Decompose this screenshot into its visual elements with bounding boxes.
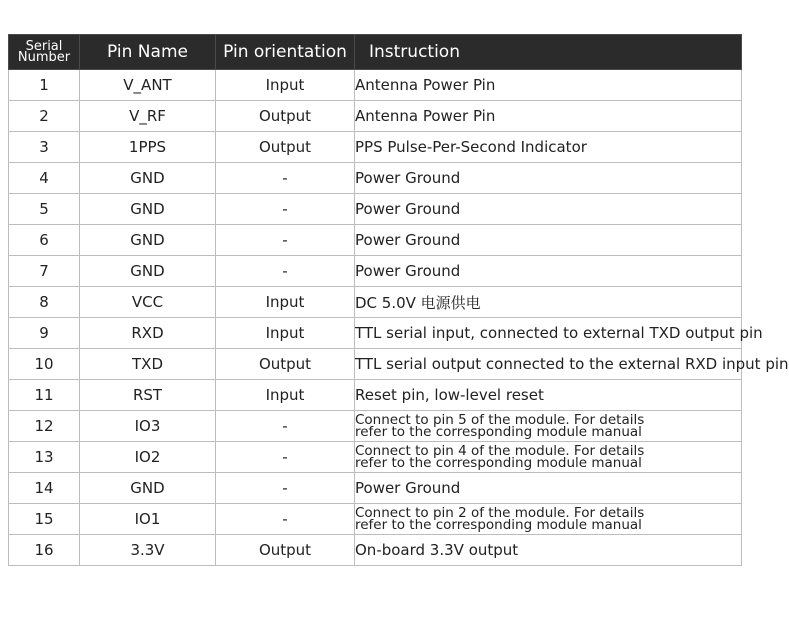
pin-name-cell: RST — [80, 380, 216, 411]
table-row — [9, 318, 742, 349]
serial-number-cell: 6 — [9, 225, 80, 256]
pin-orientation-cell: - — [216, 163, 355, 194]
instruction-cell — [355, 442, 742, 473]
pin-orientation-cell: - — [216, 504, 355, 535]
pin-orientation-cell: Output — [216, 132, 355, 163]
serial-number-cell: 12 — [9, 411, 80, 442]
serial-number-cell: 15 — [9, 504, 80, 535]
table-row — [9, 256, 742, 287]
serial-number-cell: 4 — [9, 163, 80, 194]
instruction-cell — [355, 504, 742, 535]
table-row — [9, 132, 742, 163]
serial-number-cell: 2 — [9, 101, 80, 132]
table-row — [9, 225, 742, 256]
pin-orientation-cell: - — [216, 442, 355, 473]
instruction-line: refer to the corresponding module manual — [355, 455, 642, 471]
pin-name-cell: GND — [80, 194, 216, 225]
instruction-line: refer to the corresponding module manual — [355, 424, 642, 440]
instruction-cell: TTL serial input, connected to external TXD output pin — [355, 318, 742, 349]
header-row — [9, 35, 742, 70]
table-row — [9, 287, 742, 318]
header-pin-name: Pin Name — [80, 35, 216, 70]
pin-table-body — [9, 70, 789, 566]
pin-table-header — [9, 35, 742, 70]
header-serial-line1: Serial — [25, 39, 63, 54]
pin-orientation-cell: Output — [216, 349, 355, 380]
pin-table — [8, 34, 789, 566]
instruction-line: refer to the corresponding module manual — [355, 517, 642, 533]
serial-number-cell: 14 — [9, 473, 80, 504]
instruction-line: Connect to pin 5 of the module. For details — [355, 412, 645, 428]
instruction-cell: Antenna Power Pin — [355, 101, 742, 132]
pin-name-cell: GND — [80, 473, 216, 504]
instruction-line: Connect to pin 4 of the module. For details — [355, 443, 645, 459]
table-row — [9, 70, 742, 101]
pin-name-cell: V_RF — [80, 101, 216, 132]
pin-orientation-cell: - — [216, 411, 355, 442]
pin-orientation-cell: Input — [216, 70, 355, 101]
instruction-cell: Reset pin, low-level reset — [355, 380, 742, 411]
pin-name-cell: VCC — [80, 287, 216, 318]
serial-number-cell: 9 — [9, 318, 80, 349]
table-row — [9, 349, 742, 380]
pin-name-cell: 1PPS — [80, 132, 216, 163]
instruction-cell: Antenna Power Pin — [355, 70, 742, 101]
pin-name-cell: GND — [80, 225, 216, 256]
table-row — [9, 194, 742, 225]
pin-orientation-cell: Output — [216, 101, 355, 132]
pin-orientation-cell: - — [216, 225, 355, 256]
instruction-cell — [355, 411, 742, 442]
pin-name-cell: TXD — [80, 349, 216, 380]
instruction-line: Connect to pin 2 of the module. For details — [355, 505, 645, 521]
serial-number-cell: 3 — [9, 132, 80, 163]
pin-name-cell: 3.3V — [80, 535, 216, 566]
pin-orientation-cell: Output — [216, 535, 355, 566]
table-row — [9, 442, 742, 473]
table-row — [9, 504, 742, 535]
instruction-cell: Power Ground — [355, 256, 742, 287]
serial-number-cell: 8 — [9, 287, 80, 318]
header-pin-orientation: Pin orientation — [216, 35, 355, 70]
serial-number-cell: 13 — [9, 442, 80, 473]
serial-number-cell: 11 — [9, 380, 80, 411]
pin-orientation-cell: Input — [216, 287, 355, 318]
header-serial-line2: Number — [17, 50, 71, 65]
serial-number-cell: 16 — [9, 535, 80, 566]
table-row — [9, 101, 742, 132]
instruction-cell: Power Ground — [355, 473, 742, 504]
table-row — [9, 163, 742, 194]
pin-name-cell: IO3 — [80, 411, 216, 442]
instruction-cell: Power Ground — [355, 225, 742, 256]
pin-name-cell: IO1 — [80, 504, 216, 535]
pin-orientation-cell: - — [216, 256, 355, 287]
table-row — [9, 411, 742, 442]
instruction-cell: TTL serial output connected to the external RXD input pin — [355, 349, 742, 380]
table-row — [9, 535, 742, 566]
pin-orientation-cell: - — [216, 194, 355, 225]
pin-orientation-cell: - — [216, 473, 355, 504]
instruction-cell: Power Ground — [355, 163, 742, 194]
instruction-cell: PPS Pulse-Per-Second Indicator — [355, 132, 742, 163]
serial-number-cell: 7 — [9, 256, 80, 287]
table-row — [9, 380, 742, 411]
serial-number-cell: 10 — [9, 349, 80, 380]
pin-name-cell: GND — [80, 163, 216, 194]
pin-name-cell: GND — [80, 256, 216, 287]
pin-name-cell: IO2 — [80, 442, 216, 473]
serial-number-cell: 5 — [9, 194, 80, 225]
pin-name-cell: RXD — [80, 318, 216, 349]
instruction-cell: DC 5.0V 电源供电 — [355, 287, 742, 318]
header-serial-number — [9, 35, 80, 70]
serial-number-cell: 1 — [9, 70, 80, 101]
table-row — [9, 473, 742, 504]
instruction-cell: Power Ground — [355, 194, 742, 225]
instruction-cell: On-board 3.3V output — [355, 535, 742, 566]
pin-name-cell: V_ANT — [80, 70, 216, 101]
pin-orientation-cell: Input — [216, 318, 355, 349]
header-instruction: Instruction — [355, 35, 742, 70]
pin-orientation-cell: Input — [216, 380, 355, 411]
